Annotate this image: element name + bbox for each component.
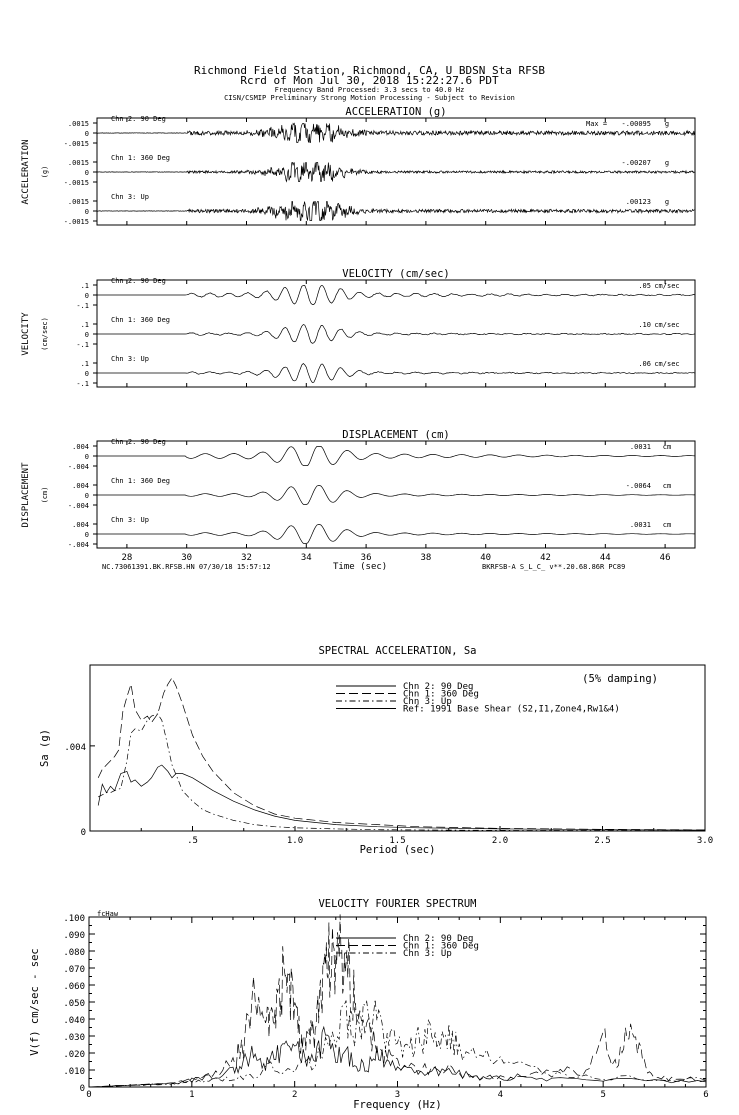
- sa-legend-label: Ref: 1991 Base Shear (S2,I1,Zone4,Rw1&4): [403, 704, 620, 715]
- acc-panel-ylabel-zero: 0: [84, 208, 89, 216]
- vfs-series-line: [89, 1027, 706, 1087]
- record-id-footer: NC.73061391.BK.RFSB.HN 07/30/18 15:57:12: [102, 563, 271, 571]
- vel-panel-ylabel-lo: -.1: [76, 302, 89, 310]
- vel-panel-ylabel-zero: 0: [84, 292, 89, 300]
- vel-panel-unit: (cm/sec): [41, 317, 49, 351]
- acc-panel-max-value: -.00207: [621, 159, 651, 167]
- disp-panel-ylabel-lo: -.004: [67, 541, 89, 549]
- vfs-ytick-label: .090: [63, 931, 85, 941]
- vfs-ytick-label: 0: [79, 1084, 85, 1094]
- vfs-legend-label: Chn 1: 360 Deg: [403, 941, 479, 952]
- vfs-xtick-label: 2: [291, 1090, 298, 1100]
- acc-panel-max-value: -.00095: [621, 120, 651, 128]
- vel-panel-max-unit: cm/sec: [654, 321, 680, 329]
- disp-panel-ch2-trace: [97, 486, 695, 505]
- vfs-ytick-label: .050: [63, 999, 85, 1009]
- vel-panel-ch1-trace: [97, 286, 695, 305]
- vfs-ytick-label: .010: [63, 1067, 85, 1077]
- vel-panel-ylabel-zero: 0: [84, 331, 89, 339]
- station-code-footer: BKRFSB-A S_L_C_ v**.20.68.86R PC89: [482, 563, 626, 571]
- vel-panel-ch2-trace: [97, 325, 695, 344]
- disp-xtick-label: 38: [420, 553, 432, 563]
- acc-panel-ylabel-lo: -.0015: [63, 218, 89, 226]
- frequency-band: Frequency Band Processed: 3.3 secs to 40.0 Hz: [274, 86, 465, 94]
- acc-panel-ylabel-hi: .0015: [67, 120, 89, 128]
- sa-frame: [90, 665, 705, 831]
- vfs-ytick-label: .060: [63, 982, 85, 992]
- vel-panel-max-unit: cm/sec: [654, 282, 680, 290]
- disp-panel-ylabel-lo: -.004: [67, 502, 89, 510]
- disp-panel-ylabel-hi: .004: [72, 443, 89, 451]
- vel-panel-ylabel-hi: .1: [80, 282, 89, 290]
- sa-xtick-label: 1.0: [286, 836, 304, 846]
- disp-panel-max-value: -.0064: [625, 482, 651, 490]
- disp-panel-ylabel-hi: .004: [72, 482, 89, 490]
- acc-panel-channel-label: Chn 2: 90 Deg: [111, 115, 166, 123]
- sa-xtick-label: 3.0: [696, 836, 714, 846]
- sa-xtick-label: 2.5: [594, 836, 611, 846]
- disp-panel-ch3-trace: [97, 525, 695, 544]
- disp-panel-ch1-trace: [97, 447, 695, 466]
- acc-panel-ylabel-lo: -.0015: [63, 179, 89, 187]
- disp-panel-ylabel: DISPLACEMENT: [21, 462, 31, 528]
- processing-note: CISN/CSMIP Preliminary Strong Motion Processing - Subject to Revision: [224, 94, 515, 102]
- vel-panel-channel-label: Chn 1: 360 Deg: [111, 316, 171, 324]
- disp-panel-channel-label: Chn 3: Up: [111, 516, 149, 524]
- sa-damping-note: (5% damping): [582, 673, 658, 685]
- sa-ytick-label: 0: [80, 828, 86, 838]
- vfs-corner-label: fcHaw: [97, 910, 119, 918]
- vel-panel-channel-label: Chn 2: 90 Deg: [111, 277, 166, 285]
- vfs-title: VELOCITY FOURIER SPECTRUM: [318, 898, 477, 910]
- vfs-legend-label: Chn 2: 90 Deg: [403, 934, 474, 944]
- acc-panel-ch3-trace: [97, 202, 694, 221]
- acc-panel-ylabel-zero: 0: [84, 130, 89, 138]
- acc-panel-max-prefix: Max =: [586, 120, 608, 128]
- disp-xtick-label: 34: [300, 553, 312, 563]
- vfs-xtick-label: 5: [600, 1090, 606, 1100]
- sa-ytick-label: .004: [64, 742, 86, 753]
- vel-panel-ylabel-hi: .1: [80, 360, 89, 368]
- station-title: Richmond Field Station, Richmond, CA, U BDSN Sta RFSB: [194, 64, 545, 77]
- vfs-xlabel: Frequency (Hz): [353, 1099, 442, 1111]
- disp-xtick-label: 32: [241, 553, 252, 563]
- acc-panel-ylabel-zero: 0: [84, 169, 89, 177]
- acc-panel-ylabel: ACCELERATION: [21, 139, 31, 205]
- disp-xtick-label: 36: [360, 553, 372, 563]
- disp-xtick-label: 46: [659, 553, 671, 563]
- acc-panel-max-unit: g: [664, 198, 670, 206]
- disp-panel-ylabel-zero: 0: [84, 531, 89, 539]
- vel-panel-ylabel-lo: -.1: [76, 341, 89, 349]
- acc-panel-ylabel-hi: .0015: [67, 198, 89, 206]
- vel-panel-ylabel: VELOCITY: [21, 312, 31, 356]
- disp-panel-unit: (cm): [41, 486, 49, 504]
- disp-panel-ylabel-zero: 0: [84, 453, 89, 461]
- disp-xtick-label: 40: [480, 553, 492, 563]
- disp-panel-max-unit: cm: [662, 482, 672, 490]
- acc-panel-ylabel-hi: .0015: [67, 159, 89, 167]
- acc-panel-ch2-trace: [97, 163, 694, 182]
- vel-panel-ylabel-zero: 0: [84, 370, 89, 378]
- acc-panel-channel-label: Chn 3: Up: [111, 193, 149, 201]
- vfs-xtick-label: 0: [86, 1090, 92, 1100]
- sa-xlabel: Period (sec): [359, 844, 436, 856]
- vfs-ytick-label: .030: [63, 1033, 85, 1043]
- vel-panel-ch3-trace: [97, 364, 695, 383]
- disp-panel-ylabel-lo: -.004: [67, 463, 89, 471]
- disp-panel-max-unit: cm: [662, 521, 672, 529]
- vfs-ylabel: V(f) cm/sec - sec: [29, 948, 41, 1056]
- acc-panel-unit: (g): [41, 165, 49, 179]
- vfs-ytick-label: .070: [63, 965, 85, 975]
- sa-legend-label: Chn 1: 360 Deg: [403, 689, 479, 700]
- sa-legend-label: Chn 3: Up: [403, 697, 452, 707]
- vfs-xtick-label: 1: [189, 1090, 195, 1100]
- vfs-series-line: [89, 914, 706, 1087]
- vfs-legend-label: Chn 3: Up: [403, 949, 452, 959]
- sa-legend-label: Chn 2: 90 Deg: [403, 682, 474, 692]
- record-title: Rcrd of Mon Jul 30, 2018 15:22:27.6 PDT: [240, 74, 499, 87]
- disp-panel-title: DISPLACEMENT (cm): [342, 429, 450, 441]
- disp-xtick-label: 44: [599, 553, 611, 563]
- sa-ylabel: Sa (g): [39, 729, 51, 767]
- vfs-xtick-label: 4: [497, 1090, 504, 1100]
- sa-series-line: [98, 765, 705, 830]
- sa-title: SPECTRAL ACCELERATION, Sa: [318, 645, 477, 657]
- vel-panel-ylabel-lo: -.1: [76, 380, 89, 388]
- sa-xtick-label: .5: [187, 836, 198, 846]
- disp-xlabel: Time (sec): [333, 562, 388, 572]
- disp-panel-ylabel-zero: 0: [84, 492, 89, 500]
- vel-panel-title: VELOCITY (cm/sec): [342, 268, 450, 280]
- acc-panel-max-value: .00123: [625, 198, 651, 206]
- vfs-series-line: [89, 999, 706, 1087]
- acc-panel-max-unit: g: [664, 159, 670, 167]
- disp-panel-max-unit: cm: [662, 443, 672, 451]
- sa-series-line: [98, 678, 705, 830]
- disp-panel-channel-label: Chn 1: 360 Deg: [111, 477, 171, 485]
- acc-panel-ylabel-lo: -.0015: [63, 140, 89, 148]
- vel-panel-ylabel-hi: .1: [80, 321, 89, 329]
- disp-panel-max-value: .0031: [629, 521, 651, 529]
- disp-panel-channel-label: Chn 2: 90 Deg: [111, 438, 166, 446]
- vel-panel-max-value: .10: [638, 321, 651, 329]
- disp-xtick-label: 28: [121, 553, 133, 563]
- disp-xtick-label: 42: [540, 553, 551, 563]
- disp-panel-max-value: .0031: [629, 443, 651, 451]
- vfs-ytick-label: .040: [63, 1016, 85, 1026]
- vel-panel-max-value: .06: [638, 360, 651, 368]
- vfs-frame: [89, 917, 706, 1087]
- sa-series-line: [98, 714, 705, 831]
- vfs-ytick-label: .020: [63, 1050, 85, 1060]
- acc-panel-max-unit: g: [664, 120, 670, 128]
- acc-panel-title: ACCELERATION (g): [345, 106, 447, 118]
- vfs-xtick-label: 3: [394, 1090, 401, 1100]
- vel-panel-max-value: .05: [638, 282, 651, 290]
- disp-xtick-label: 30: [181, 553, 193, 563]
- sa-xtick-label: 2.0: [491, 836, 509, 846]
- vel-panel-max-unit: cm/sec: [654, 360, 680, 368]
- vfs-ytick-label: .100: [63, 914, 85, 924]
- acc-panel-channel-label: Chn 1: 360 Deg: [111, 154, 171, 162]
- disp-panel-ylabel-hi: .004: [72, 521, 89, 529]
- vel-panel-channel-label: Chn 3: Up: [111, 355, 149, 363]
- vfs-xtick-label: 6: [703, 1090, 709, 1100]
- vfs-ytick-label: .080: [63, 948, 85, 958]
- sa-xtick-label: 1.5: [389, 836, 406, 846]
